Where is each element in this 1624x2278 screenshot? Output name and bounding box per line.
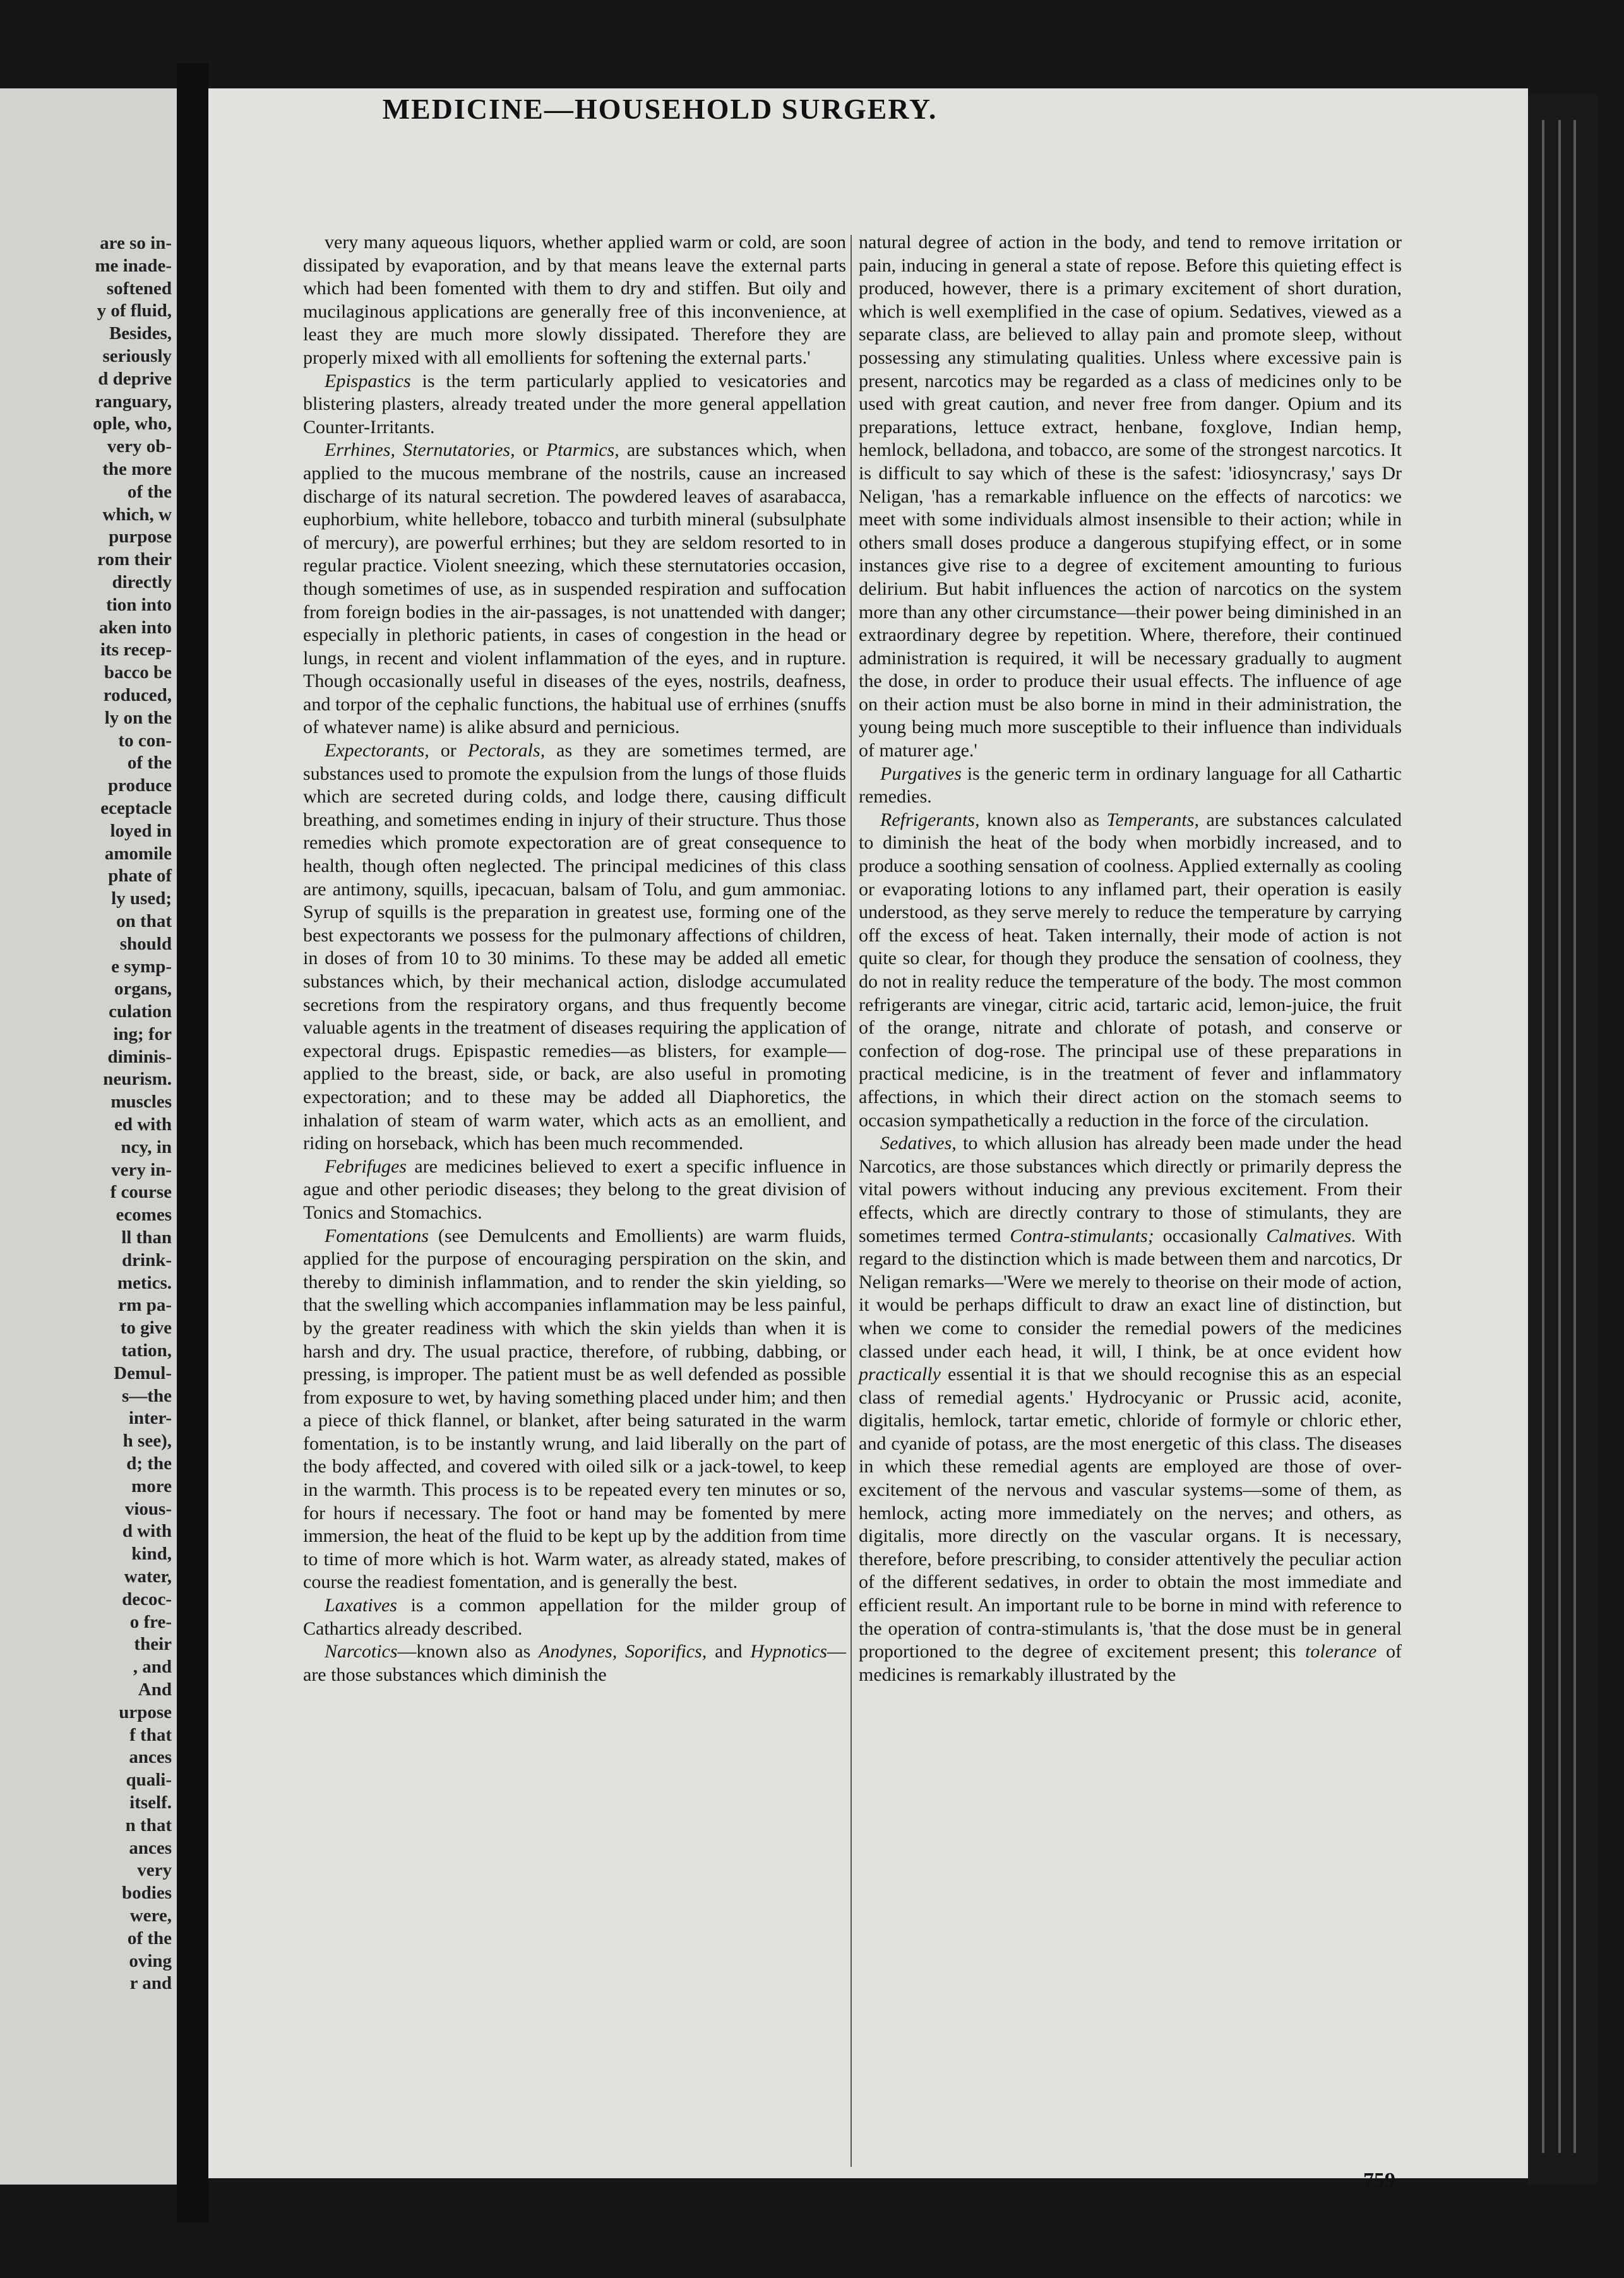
facing-page-line: culation: [109, 1001, 172, 1022]
facing-page-line: the more: [102, 458, 172, 479]
text-run: known also as: [979, 809, 1107, 830]
facing-page-line: aken into: [99, 617, 172, 638]
edge-line: [1542, 120, 1544, 2153]
paragraph: [303, 1225, 846, 1595]
paragraph: [859, 231, 1402, 763]
facing-page-line: to give: [120, 1318, 172, 1339]
column-rule: [851, 235, 852, 2167]
facing-page-line: ly used;: [111, 888, 172, 909]
facing-page-line: kind,: [131, 1544, 172, 1565]
italic-term: Narcotics: [325, 1641, 398, 1662]
paragraph: [859, 1132, 1402, 1686]
facing-page-line: Besides,: [109, 323, 172, 344]
facing-page-line: o fre-: [129, 1611, 172, 1632]
facing-page-line: are so in-: [100, 233, 172, 253]
italic-term: Expectorants,: [325, 740, 429, 761]
text-run: is a common appellation for the milder group of Cathartics already described.: [303, 1595, 846, 1639]
facing-page-line: on that: [116, 910, 172, 931]
italic-term: Purgatives: [880, 763, 962, 784]
paragraph: [303, 739, 846, 1155]
facing-page-line: produce: [108, 775, 172, 796]
paragraph: [303, 1594, 846, 1640]
facing-page-line: d; the: [126, 1453, 172, 1474]
facing-page-line: ecomes: [116, 1205, 172, 1225]
facing-page-line: Demul-: [114, 1363, 172, 1383]
paragraph: [303, 370, 846, 439]
text-run: (see Demulcents and Emollients) are warm fluids, applied for the purpose of encouraging perspiration on the skin, and thereby to diminish inflammation, and to render the skin yielding, so that the swelling which accompanies inflammation may be less painful, by the greater readiness with which the skin yields than when it is harsh and dry. The usual practice, therefore, of rubbing, dabbing, or pressing, is improper. The patient must be as well defended as possible from exposure to wet, by having something placed under him; and then a piece of thick flannel, or blanket, after being saturated in the warm fomentation, is to be instantly wrung, and laid liberally on the part of the body affected, and covered with oiled silk or a jack-towel, to keep in the warmth. This process is to be repeated every ten minutes or so, for hours if necessary. The foot or hand may be fomented by mere immersion, the heat of the fluid to be kept up by the addition from time to time of more which is hot. Warm water, as already stated, makes of course the readiest fomentation, and is generally the best.: [303, 1225, 846, 1593]
italic-term: Contra-stimulants;: [1010, 1225, 1154, 1246]
italic-term: Febrifuges: [325, 1155, 407, 1177]
facing-page-line: urpose: [119, 1702, 172, 1722]
facing-page-line: ly on the: [104, 707, 172, 728]
facing-page-line: vious-: [124, 1498, 172, 1519]
facing-page-line: bodies: [122, 1883, 172, 1904]
text-run: to which allusion has already been made under the head Narcotics, are those substances which directly or primarily depress the vital powers without inducing any previous excitement. From their effects, which are directly contrary to those of stimulants, they are sometimes termed: [859, 1133, 1402, 1246]
facing-page-line: of the: [127, 753, 172, 773]
facing-page-line: oving: [129, 1950, 172, 1971]
facing-page-line: their: [134, 1634, 172, 1655]
facing-page-line: loyed in: [110, 820, 172, 841]
facing-page-line: were,: [129, 1905, 172, 1926]
facing-page-line: ncy, in: [121, 1136, 172, 1157]
facing-page-line: r and: [129, 1973, 172, 1994]
facing-page-line: rom their: [97, 549, 172, 570]
facing-page-line: its recep-: [100, 640, 172, 660]
facing-page-line: And: [138, 1679, 172, 1700]
text-run: are medicines believed to exert a specific influence in ague and other periodic diseases; they belong to the great division of Tonics and Stomachics.: [303, 1155, 846, 1223]
italic-term: Fomentations: [325, 1225, 429, 1246]
facing-page-line: y of fluid,: [97, 301, 172, 321]
facing-page-line: directly: [112, 571, 172, 592]
paragraph: [859, 763, 1402, 809]
facing-page-line: rm pa-: [118, 1295, 172, 1316]
italic-term: Laxatives: [325, 1595, 397, 1616]
text-run: is the term particularly applied to vesicatories and blistering plasters, already treated under the more general appellation Counter-Irritants.: [303, 370, 846, 438]
italic-term: Errhines, Sternutatories,: [325, 439, 515, 461]
italic-term: Calmatives.: [1266, 1225, 1356, 1246]
facing-page-line: muscles: [110, 1092, 172, 1112]
book-gutter: [177, 63, 208, 2222]
edge-line: [1573, 120, 1576, 2153]
facing-page-line: n that: [125, 1815, 172, 1835]
page-number: 759: [1363, 2169, 1395, 2192]
italic-term: Pectorals,: [467, 740, 546, 761]
text-run: or: [429, 740, 468, 761]
facing-page-line: ll than: [121, 1227, 172, 1248]
text-run: —are those substances which diminish the: [303, 1641, 846, 1685]
facing-page-line: ranguary,: [95, 391, 172, 412]
facing-page-line: d deprive: [98, 368, 172, 389]
facing-page-line: roduced,: [103, 684, 172, 705]
facing-page-line: to con-: [118, 730, 172, 751]
text-run: With regard to the distinction which is made between them and narcotics, Dr Neligan remarks—'Were we merely to theorise on their mode of action, it would be perhaps difficult to draw an exact line of distinction, but when we come to consider the remedial powers of the medicines classed under each head, it will, I think, be at once evident how: [859, 1225, 1402, 1362]
facing-page-line: very in-: [111, 1159, 172, 1180]
facing-page-line: neurism.: [103, 1069, 172, 1090]
paragraph: [303, 1640, 846, 1686]
paragraph: [303, 1155, 846, 1225]
facing-page-line: f course: [110, 1182, 172, 1203]
facing-page-line: which, w: [102, 504, 172, 525]
facing-page-line: , and: [133, 1657, 172, 1678]
text-run: are substances which, when applied to the mucous membrane of the nostrils, cause an increased discharge of its natural secretion. The powdered leaves of asarabacca, euphorbium, white hellebore, tobacco and turbith mineral (subsulphate of mercury), are powerful errhines; but they are seldom resorted to in regular practice. Violent sneezing, which these sternutatories occasion, though sometimes of use, as in suspended respiration and suffocation from foreign bodies in the air-passages, is not unattended with danger; especially in plethoric patients, in cases of congestion in the head or lungs, in recent and violent inflammation of the eyes, and in rupture. Though occasionally useful in diseases of the eyes, nostrils, deafness, and torpor of the cephalic functions, the habitual use of errhines (snuffs of whatever name) is alike absurd and pernicious.: [303, 439, 846, 738]
facing-page-line: ed with: [114, 1114, 172, 1135]
facing-page-line: ances: [129, 1747, 172, 1768]
facing-page-line: water,: [124, 1566, 172, 1587]
facing-page-line: diminis-: [107, 1046, 172, 1067]
text-run: occasionally: [1154, 1225, 1267, 1246]
text-run: and: [707, 1641, 751, 1662]
facing-page-line: tation,: [121, 1340, 172, 1361]
facing-page-line: organs,: [114, 979, 172, 999]
paragraph: [303, 439, 846, 739]
facing-page-line: s—the: [122, 1385, 172, 1406]
facing-page-line: h see),: [122, 1431, 172, 1452]
italic-term: Refrigerants,: [880, 809, 980, 830]
italic-term: Anodynes, Soporifics,: [539, 1641, 707, 1662]
text-run: of medicines is remarkably illustrated by the: [859, 1641, 1402, 1685]
book-page: [208, 88, 1528, 2192]
paragraph: [303, 231, 846, 370]
text-run: essential it is that we should recognise this as an especial class of remedial agents.' Hydrocyanic or Prussic acid, aconite, digitalis, hemlock, tartar emetic, chloride of formyle or chloric ether, and cyanide of potass, are the most energetic of this class. The diseases in which these remedial agents are employed are those of over-excitement of the nervous and vascular systems—some of them, as hemlock, acting more immediately on the nerves; and others, as digitalis, more directly on the vascular organs. It is necessary, therefore, before prescribing, to consider attentively the peculiar action of the different sedatives, in order to obtain the most immediate and efficient result. An important rule to be borne in mind with reference to the operation of contra-stimulants is, 'that the dose must be in general proportioned to the degree of excitement present; this: [859, 1364, 1402, 1662]
facing-page-line: metics.: [117, 1272, 172, 1293]
text-run: as they are sometimes termed, are substances used to promote the expulsion from the lungs of those fluids which are secreted during colds, and lodge there, causing difficult breathing, and sometimes ending in injury of their structure. Thus those remedies which promote expectoration are of great consequence to health, though often neglected. The principal medicines of this class are antimony, squills, ipecacuan, balsam of Tolu, and gum ammoniac. Syrup of squills is the preparation in greatest use, forming one of the best expectorants we possess for the pulmonary affections of children, in doses of from 10 to 30 minims. To these may be added all emetic substances which, by their mechanical action, dislodge accumulated secretions from the respiratory organs, and thus frequently become valuable agents in the treatment of diseases requiring the application of expectoral drugs. Epispastic remedies—as blisters, for example—applied to the breast, side, or back, are also useful in promoting expectoration; and to these may be added all Diaphoretics, the inhalation of steam of warm water, which acts as an emollient, and riding on horseback, which has been much recommended.: [303, 740, 846, 1154]
facing-page-line: should: [119, 933, 172, 954]
italic-term: tolerance: [1305, 1641, 1377, 1662]
facing-page-line: itself.: [129, 1792, 172, 1813]
facing-page-line: ing; for: [113, 1023, 172, 1044]
facing-page-line: seriously: [102, 345, 172, 366]
facing-page-line: amomile: [104, 843, 172, 864]
text-run: very many aqueous liquors, whether applied warm or cold, are soon dissipated by evaporation, and by that means leave the external parts which had been fomented with them to dry and stiffen. But oily and mucilaginous applications are generally free of this inconvenience, at least they are much more slowly dissipated. Therefore they are properly mixed with all emollients for softening the external parts.': [303, 232, 846, 368]
facing-page-line: bacco be: [104, 662, 172, 683]
text-run: or: [515, 439, 546, 461]
italic-term: Temperants,: [1106, 809, 1199, 830]
facing-page-line: me inade-: [95, 255, 172, 276]
facing-page-line: decoc-: [122, 1589, 172, 1609]
facing-page-line: ances: [129, 1837, 172, 1858]
facing-page-line: inter-: [128, 1408, 172, 1429]
running-header: MEDICINE—HOUSEHOLD SURGERY.: [382, 93, 938, 125]
paragraph: [859, 809, 1402, 1132]
text-column-left: [303, 231, 846, 1686]
facing-page-line: e symp-: [111, 956, 172, 977]
text-run: —known also as: [397, 1641, 539, 1662]
facing-page-line: phate of: [108, 866, 172, 886]
facing-page-line: d with: [122, 1521, 172, 1542]
facing-page-line: eceptacle: [100, 797, 172, 818]
page-edge: [1528, 95, 1597, 2185]
facing-page-line: tion into: [106, 594, 172, 615]
facing-page-line: very ob-: [107, 436, 172, 457]
text-run: natural degree of action in the body, and tend to remove irritation or pain, inducing in general a state of repose. Before this quieting effect is produced, however, there is a primary excitement of short duration, which is well exemplified in the case of opium. Sedatives, viewed as a separate class, are believed to allay pain and promote sleep, without possessing any stimulating qualities. Unless where excessive pain is present, narcotics may be regarded as a class of medicines only to be used with great caution, and never free from danger. Opium and its preparations, lettuce extract, henbane, foxglove, Indian hemp, hemlock, belladona, and tobacco, are some of the strongest narcotics. It is difficult to say which of these is the safest: 'idiosyncrasy,' says Dr Neligan, 'has a remarkable influence on the effects of narcotics: we meet with some individuals almost insensible to their action; while in others small doses produce a dangerous stupifying effect, or in some instances give rise to a degree of excitement amounting to furious delirium. But habit influences the action of narcotics on the system more than any other circumstance—their power being diminished in an extraordinary degree by repetition. Where, therefore, their continued administration is required, it will be necessary gradually to augment the dose, in order to produce their usual effects. The influence of age on their action must be also borne in mind in their administration, the young being much more susceptible to their influence than individuals of maturer age.': [859, 232, 1402, 761]
text-run: are substances calculated to diminish the heat of the body when morbidly increased, and to produce a soothing sensation of coolness. Applied externally as cooling or evaporating lotions to any inflamed part, their operation is easily understood, as they serve merely to reduce the temperature by carrying off the excess of heat. Taken internally, their mode of action is not quite so clear, for though they produce the sensation of coolness, they do not in reality reduce the temperature of the body. The most common refrigerants are vinegar, citric acid, tartaric acid, lemon-juice, the fruit of the orange, nitrate and chlorate of potash, and conserve or confection of dog-rose. The principal use of these preparations in practical medicine, is in the treatment of fever and inflammatory affections, in which their direct action on the stomach seems to occasion sympathetically a reduction in the force of the circulation.: [859, 809, 1402, 1131]
facing-page-line: very: [137, 1860, 172, 1881]
facing-page-line: quali-: [126, 1770, 172, 1791]
facing-page-text: [20, 232, 172, 1995]
italic-term: Sedatives,: [880, 1133, 957, 1154]
facing-page-line: more: [131, 1476, 172, 1496]
facing-page-line: f that: [129, 1724, 172, 1745]
italic-term: Hypnotics: [750, 1641, 827, 1662]
text-column-right: [859, 231, 1402, 1686]
facing-page-line: drink-: [122, 1249, 172, 1270]
italic-term: Ptarmics,: [546, 439, 619, 461]
text-run: is the generic term in ordinary language for all Cathartic remedies.: [859, 763, 1402, 808]
edge-line: [1558, 120, 1561, 2153]
facing-page-line: of the: [127, 1928, 172, 1948]
facing-page-line: of the: [127, 481, 172, 502]
italic-term: practically: [859, 1364, 941, 1385]
facing-page-line: softened: [106, 278, 172, 299]
facing-page-line: ople, who,: [93, 414, 172, 434]
facing-page-line: purpose: [109, 527, 172, 547]
facing-page: [0, 88, 177, 2185]
italic-term: Epispastics: [325, 370, 411, 391]
